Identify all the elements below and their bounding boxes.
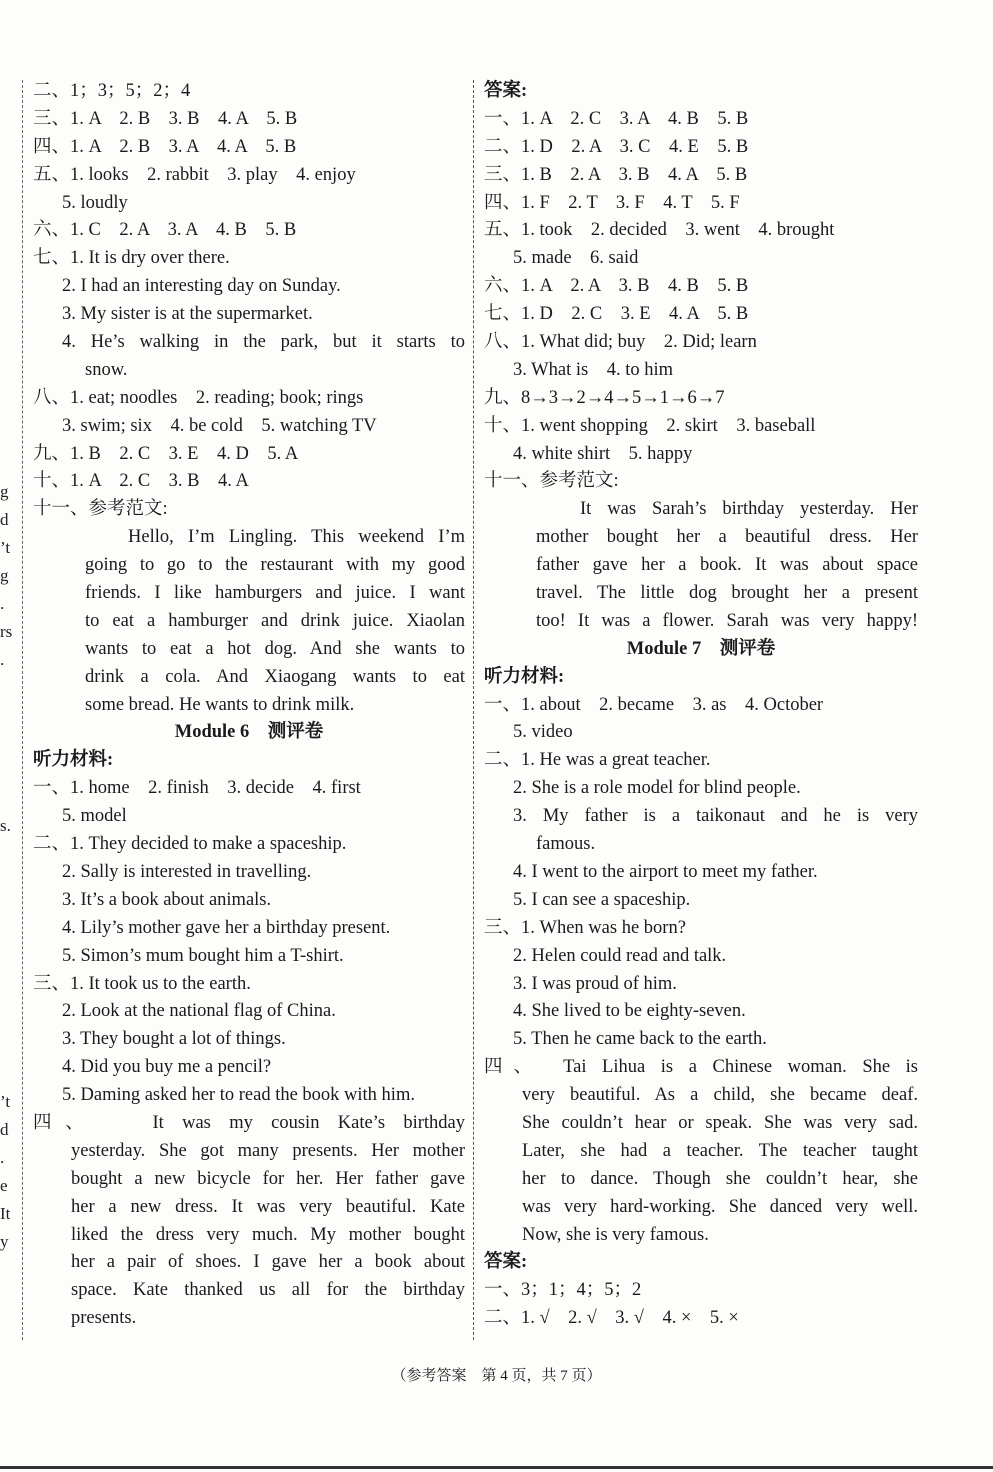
edge-fragment: It <box>0 1204 11 1223</box>
edge-fragment: g <box>0 566 9 585</box>
answer-line: 3. What is 4. to him <box>513 359 673 380</box>
answer-line: 二、1. √ 2. √ 3. √ 4. × 5. × <box>484 1308 739 1329</box>
essay-line: father gave her a book. It was about space <box>536 555 918 576</box>
edge-fragment: ’t <box>0 538 11 557</box>
answer-line: famous. <box>536 834 596 855</box>
essay-line: travel. The little dog brought her a present <box>536 583 918 604</box>
passage-line: her a new dress. It was very beautiful. Kate <box>71 1196 465 1217</box>
answer-line: 六、1. A 2. A 3. B 4. B 5. B <box>484 276 749 297</box>
answer-line: 2. I had an interesting day on Sunday. <box>62 276 341 297</box>
answer-line: 4. She lived to be eighty-seven. <box>513 1001 746 1022</box>
answer-line: 一、3；1；4；5；2 <box>484 1280 642 1301</box>
answer-line: 4. Lily’s mother gave her a birthday present. <box>62 917 391 938</box>
edge-fragment: e <box>0 1176 8 1195</box>
edge-fragment: s. <box>0 816 11 835</box>
answer-line: 七、1. D 2. C 3. E 4. A 5. B <box>484 304 749 325</box>
answer-line: 2. Helen could read and talk. <box>513 945 727 966</box>
answer-line: 4. white shirt 5. happy <box>513 443 693 464</box>
answer-line: 4. I went to the airport to meet my father. <box>513 861 818 882</box>
edge-fragment: y <box>0 1232 9 1251</box>
essay-line: friends. I like hamburgers and juice. I want <box>85 583 465 604</box>
module-title: Module 6 测评卷 <box>174 722 324 743</box>
passage-line: bought a new bicycle for her. Her father gave <box>71 1168 465 1189</box>
answer-line: 四、1. F 2. T 3. F 4. T 5. F <box>484 192 740 213</box>
answer-line: 七、1. It is dry over there. <box>33 248 230 269</box>
essay-line: It was Sarah’s birthday yesterday. Her <box>580 499 918 520</box>
passage-line: was very hard-working. She danced very well. <box>522 1196 918 1217</box>
answer-line: 十、1. A 2. C 3. B 4. A <box>33 471 249 492</box>
answer-line: 五、1. took 2. decided 3. went 4. brought <box>484 220 835 241</box>
answer-line: 五、1. looks 2. rabbit 3. play 4. enjoy <box>33 164 356 185</box>
answer-line: 八、1. eat; noodles 2. reading; book; rings <box>33 387 364 408</box>
answer-line: 3. swim; six 4. be cold 5. watching TV <box>62 415 377 436</box>
section-heading: 听力材料: <box>33 750 114 771</box>
answer-line: 5. made 6. said <box>513 248 639 269</box>
edge-fragment: d <box>0 510 9 529</box>
column-divider <box>473 80 474 1340</box>
bottom-rule <box>0 1466 993 1469</box>
passage-line: 四、 Tai Lihua is a Chinese woman. She is <box>484 1057 918 1078</box>
answer-line: 3. My father is a taikonaut and he is very <box>513 806 918 827</box>
section-heading: 答案: <box>484 1252 528 1273</box>
answer-line: 5. model <box>62 806 127 827</box>
essay-line: wants to eat a hot dog. And she wants to <box>85 638 465 659</box>
module-title: Module 7 测评卷 <box>626 638 776 659</box>
answer-line: 2. Sally is interested in travelling. <box>62 861 312 882</box>
section-heading: 听力材料: <box>484 666 565 687</box>
edge-fragment: d <box>0 1120 9 1139</box>
edge-fragment: . <box>0 1148 5 1167</box>
answer-line: 二、1. They decided to make a spaceship. <box>33 834 347 855</box>
essay-line: Hello, I’m Lingling. This weekend I’m <box>128 527 465 548</box>
edge-fragment: ’t <box>0 1092 11 1111</box>
essay-line: some bread. He wants to drink milk. <box>85 694 355 715</box>
essay-line: drink a cola. And Xiaogang wants to eat <box>85 666 465 687</box>
answer-line: 5. I can see a spaceship. <box>513 889 691 910</box>
passage-line: presents. <box>71 1308 137 1329</box>
edge-fragment: rs <box>0 622 13 641</box>
section-heading: 十一、参考范文: <box>33 499 168 520</box>
passage-line: her to dance. Though she couldn’t hear, she <box>522 1168 918 1189</box>
answer-line: 十、1. went shopping 2. skirt 3. baseball <box>484 415 816 436</box>
answer-line: 一、1. A 2. C 3. A 4. B 5. B <box>484 108 749 129</box>
answer-line: 九、1. B 2. C 3. E 4. D 5. A <box>33 443 299 464</box>
passage-line: 四、 It was my cousin Kate’s birthday <box>33 1112 465 1133</box>
answer-line: 九、8→3→2→4→5→1→6→7 <box>484 387 725 408</box>
answer-line: 3. They bought a lot of things. <box>62 1029 286 1050</box>
left-column <box>33 78 465 1333</box>
answer-line: 三、1. A 2. B 3. B 4. A 5. B <box>33 108 298 129</box>
edge-fragment: . <box>0 594 5 613</box>
essay-line: too! It was a flower. Sarah was very happy! <box>536 610 918 631</box>
right-column <box>484 78 918 1333</box>
passage-line: Now, she is very famous. <box>522 1224 709 1245</box>
answer-line: 二、1；3；5；2；4 <box>33 81 191 101</box>
left-margin-rule <box>22 80 23 1340</box>
answer-line: 一、1. about 2. became 3. as 4. October <box>484 694 824 715</box>
answer-line: 4. Did you buy me a pencil? <box>62 1057 272 1078</box>
passage-line: yesterday. She got many presents. Her mother <box>71 1140 465 1161</box>
passage-line: liked the dress very much. My mother bought <box>71 1224 465 1245</box>
passage-line: She couldn’t hear or speak. She was very sad. <box>522 1112 918 1133</box>
passage-line: very beautiful. As a child, she became deaf. <box>522 1085 918 1106</box>
essay-line: to eat a hamburger and drink juice. Xiaolan <box>85 610 465 631</box>
answer-line: 一、1. home 2. finish 3. decide 4. first <box>33 778 361 799</box>
answer-line: 六、1. C 2. A 3. A 4. B 5. B <box>33 220 297 241</box>
answer-line: 2. Look at the national flag of China. <box>62 1001 336 1022</box>
essay-line: going to go to the restaurant with my good <box>85 555 465 576</box>
answer-line: 5. video <box>513 722 573 743</box>
answer-line: 三、1. When was he born? <box>484 917 686 938</box>
answer-line: 二、1. D 2. A 3. C 4. E 5. B <box>484 136 749 157</box>
edge-fragment: g <box>0 482 9 501</box>
answer-line: 5. loudly <box>62 192 128 213</box>
answer-line: 四、1. A 2. B 3. A 4. A 5. B <box>33 136 297 157</box>
answer-line: 2. She is a role model for blind people. <box>513 778 801 799</box>
answer-line: 三、1. B 2. A 3. B 4. A 5. B <box>484 164 748 185</box>
page-footer: （参考答案 第 4 页，共 7 页） <box>391 1368 602 1384</box>
answer-line: 5. Then he came back to the earth. <box>513 1029 767 1050</box>
answer-line: 5. Daming asked her to read the book with him. <box>62 1085 415 1106</box>
answer-line: 3. My sister is at the supermarket. <box>62 304 313 325</box>
edge-fragment: . <box>0 650 5 669</box>
section-heading: 十一、参考范文: <box>484 471 619 492</box>
section-heading: 答案: <box>484 81 528 101</box>
answer-line: 5. Simon’s mum bought him a T-shirt. <box>62 945 344 966</box>
answer-line: 八、1. What did; buy 2. Did; learn <box>484 332 757 353</box>
answer-line: 二、1. He was a great teacher. <box>484 750 711 771</box>
essay-line: mother bought her a beautiful dress. Her <box>536 527 918 548</box>
answer-line: 三、1. It took us to the earth. <box>33 973 251 994</box>
passage-line: her a pair of shoes. I gave her a book about <box>71 1252 465 1273</box>
passage-line: space. Kate thanked us all for the birthday <box>71 1280 465 1301</box>
answer-line: 3. It’s a book about animals. <box>62 889 272 910</box>
answer-line: 4. He’s walking in the park, but it starts to <box>62 332 465 353</box>
passage-line: Later, she had a teacher. The teacher taught <box>522 1140 918 1161</box>
answer-line: snow. <box>85 359 128 380</box>
answer-line: 3. I was proud of him. <box>513 973 677 994</box>
